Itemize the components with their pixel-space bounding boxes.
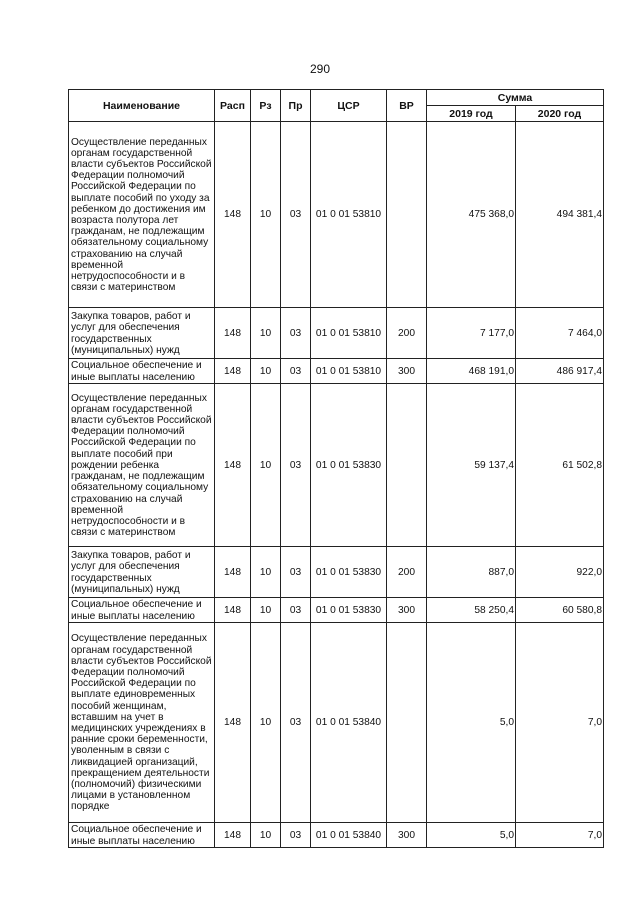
row-vr: 200 <box>387 547 427 598</box>
row-2019: 58 250,4 <box>427 598 516 623</box>
row-rasp: 148 <box>215 308 251 359</box>
header-vr: ВР <box>387 90 427 122</box>
table-row <box>69 623 604 823</box>
row-name: Закупка товаров, работ и услуг для обеспечения государственных (муниципальных) нужд <box>69 308 215 359</box>
row-vr: 300 <box>387 598 427 623</box>
row-2020: 61 502,8 <box>516 384 604 547</box>
table-row <box>69 359 604 384</box>
row-2020: 486 917,4 <box>516 359 604 384</box>
row-rz: 10 <box>251 359 281 384</box>
row-csr: 01 0 01 53830 <box>311 547 387 598</box>
row-2020: 60 580,8 <box>516 598 604 623</box>
row-csr: 01 0 01 53840 <box>311 623 387 823</box>
budget-table <box>68 89 604 848</box>
row-2019: 7 177,0 <box>427 308 516 359</box>
row-vr <box>387 384 427 547</box>
row-vr: 300 <box>387 823 427 848</box>
row-rasp: 148 <box>215 384 251 547</box>
row-2019: 5,0 <box>427 823 516 848</box>
row-rasp: 148 <box>215 823 251 848</box>
row-rasp: 148 <box>215 359 251 384</box>
row-rz: 10 <box>251 122 281 308</box>
header-name: Наименование <box>69 90 215 122</box>
row-vr <box>387 623 427 823</box>
table-row <box>69 384 604 547</box>
row-name: Закупка товаров, работ и услуг для обеспечения государственных (муниципальных) нужд <box>69 547 215 598</box>
row-name: Социальное обеспечение и иные выплаты населению <box>69 823 215 848</box>
header-csr: ЦСР <box>311 90 387 122</box>
row-2020: 7 464,0 <box>516 308 604 359</box>
table-row <box>69 823 604 848</box>
row-csr: 01 0 01 53830 <box>311 598 387 623</box>
row-csr: 01 0 01 53810 <box>311 308 387 359</box>
row-rz: 10 <box>251 308 281 359</box>
row-2019: 475 368,0 <box>427 122 516 308</box>
row-2020: 7,0 <box>516 823 604 848</box>
row-name: Социальное обеспечение и иные выплаты населению <box>69 598 215 623</box>
header-2019: 2019 год <box>427 106 516 122</box>
row-rz: 10 <box>251 823 281 848</box>
row-rasp: 148 <box>215 122 251 308</box>
row-pr: 03 <box>281 384 311 547</box>
row-vr <box>387 122 427 308</box>
row-name: Осуществление переданных органам государственной власти субъектов Российской Федерации полномочий Российской Федерации по выплате единовременных пособий женщинам, вставшим на учет в медицинских учреждениях в ранние сроки беременности, уволенным в связи с ликвидацией организаций, прекращением деятельности (полномочий) физическими лицами в установленном порядке <box>69 623 215 823</box>
row-csr: 01 0 01 53840 <box>311 823 387 848</box>
row-csr: 01 0 01 53810 <box>311 122 387 308</box>
header-rz: Рз <box>251 90 281 122</box>
row-2019: 887,0 <box>427 547 516 598</box>
table-row <box>69 122 604 308</box>
header-rasp: Расп <box>215 90 251 122</box>
row-vr: 300 <box>387 359 427 384</box>
row-pr: 03 <box>281 308 311 359</box>
row-pr: 03 <box>281 598 311 623</box>
row-2019: 59 137,4 <box>427 384 516 547</box>
row-rasp: 148 <box>215 598 251 623</box>
row-csr: 01 0 01 53830 <box>311 384 387 547</box>
row-rasp: 148 <box>215 623 251 823</box>
row-2020: 494 381,4 <box>516 122 604 308</box>
row-name: Осуществление переданных органам государственной власти субъектов Российской Федерации полномочий Российской Федерации по выплате пособий при рождении ребенка гражданам, не подлежащим обязательному социальному страхованию на случай временной нетрудоспособности и в связи с материнством <box>69 384 215 547</box>
row-pr: 03 <box>281 122 311 308</box>
table-row <box>69 308 604 359</box>
row-2019: 468 191,0 <box>427 359 516 384</box>
row-csr: 01 0 01 53810 <box>311 359 387 384</box>
row-2019: 5,0 <box>427 623 516 823</box>
row-rz: 10 <box>251 547 281 598</box>
table-row <box>69 547 604 598</box>
row-rz: 10 <box>251 623 281 823</box>
row-rasp: 148 <box>215 547 251 598</box>
header-sum: Сумма <box>427 90 604 106</box>
row-rz: 10 <box>251 384 281 547</box>
row-pr: 03 <box>281 547 311 598</box>
header-pr: Пр <box>281 90 311 122</box>
row-vr: 200 <box>387 308 427 359</box>
row-pr: 03 <box>281 359 311 384</box>
row-pr: 03 <box>281 823 311 848</box>
row-rz: 10 <box>251 598 281 623</box>
row-2020: 7,0 <box>516 623 604 823</box>
header-2020: 2020 год <box>516 106 604 122</box>
row-pr: 03 <box>281 623 311 823</box>
page-number: 290 <box>309 62 331 76</box>
table-row <box>69 598 604 623</box>
row-name: Осуществление переданных органам государственной власти субъектов Российской Федерации полномочий Российской Федерации по выплате пособий по уходу за ребенком до достижения им возраста полутора лет гражданам, не подлежащим обязательному социальному страхованию на случай временной нетрудоспособности и в связи с материнством <box>69 122 215 308</box>
row-name: Социальное обеспечение и иные выплаты населению <box>69 359 215 384</box>
row-2020: 922,0 <box>516 547 604 598</box>
